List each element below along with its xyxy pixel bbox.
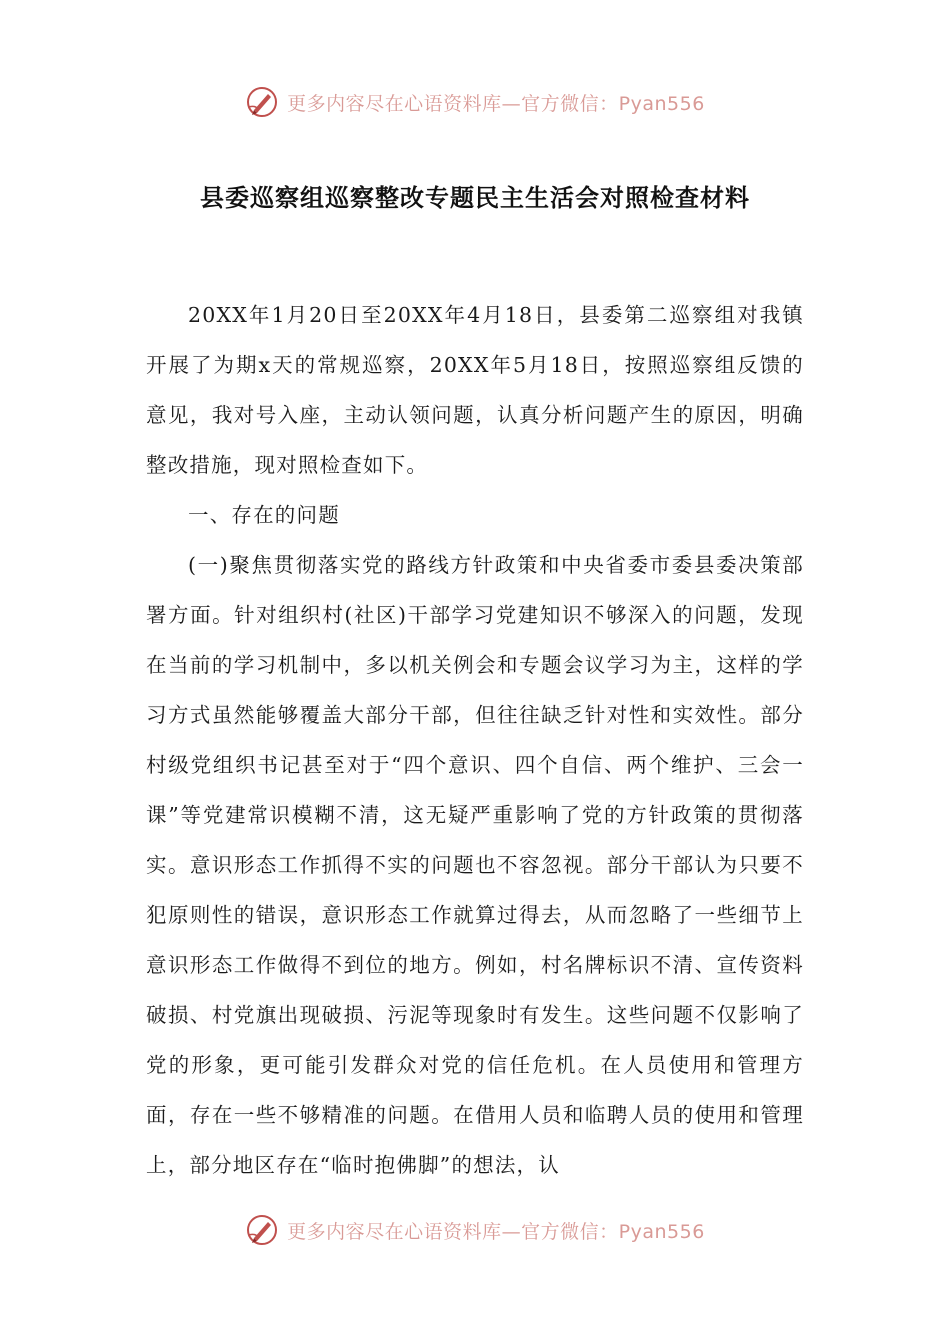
document-title: 县委巡察组巡察整改专题民主生活会对照检查材料: [200, 183, 750, 212]
watermark-text: 更多内容尽在心语资料库—官方微信：Pyan556: [287, 92, 705, 115]
pen-circle-logo-icon: [245, 85, 279, 119]
watermark-text: 更多内容尽在心语资料库—官方微信：Pyan556: [287, 1220, 705, 1243]
wechat-id: Pyan556: [618, 92, 705, 115]
body-paragraph: (一)聚焦贯彻落实党的路线方针政策和中央省委市委县委决策部署方面。针对组织村(社区)干部学习党建知识不够深入的问题，发现在当前的学习机制中，多以机关例会和专题会议学习为主，这样的学习方式虽然能够覆盖大部分干部，但往往缺乏针对性和实效性。部分村级党组织书记甚至对于“四个意识、四个自信、两个维护、三会一课”等党建常识模糊不清，这无疑严重影响了党的方针政策的贯彻落实。意识形态工作抓得不实的问题也不容忽视。部分干部认为只要不犯原则性的错误，意识形态工作就算过得去，从而忽略了一些细节上意识形态工作做得不到位的地方。例如，村名牌标识不清、宣传资料破损、村党旗出现破损、污泥等现象时有发生。这些问题不仅影响了党的形象，更可能引发群众对党的信任危机。在人员使用和管理方面，存在一些不够精准的问题。在借用人员和临聘人员的使用和管理上，部分地区存在“临时抱佛脚”的想法，认: [146, 553, 804, 1177]
pen-circle-logo-icon: [245, 1213, 279, 1247]
section-heading: 一、存在的问题: [188, 503, 340, 527]
watermark-banner-top: [0, 82, 950, 122]
watermark-banner-bottom: [0, 1210, 950, 1250]
intro-paragraph: 20XX年1月20日至20XX年4月18日，县委第二巡察组对我镇开展了为期x天的常规巡察，20XX年5月18日，按照巡察组反馈的意见，我对号入座，主动认领问题，认真分析问题产生的原因，明确整改措施，现对照检查如下。: [146, 303, 804, 477]
wechat-id: Pyan556: [618, 1220, 705, 1243]
document-body: [146, 290, 804, 1190]
